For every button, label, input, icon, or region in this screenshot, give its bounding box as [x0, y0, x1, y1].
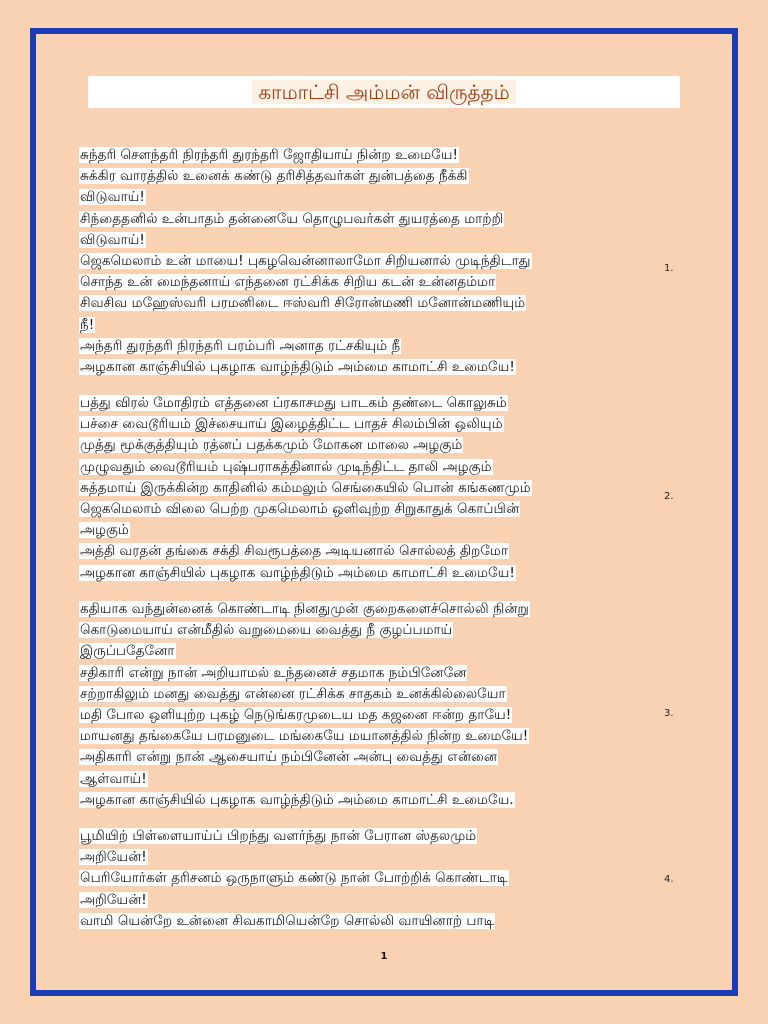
- verse-line: சுத்தமாய் இருக்கின்ற காதினில் கம்மலும் செங்கையில் பொன் கங்கணமும்: [80, 479, 531, 496]
- verse-line: வாமி யென்றே உன்னை சிவகாமியென்றே சொல்லி வாயினாற் பாடி: [80, 912, 495, 929]
- verse-line: ஆள்வாய்!: [80, 770, 147, 787]
- verse-line: ஜெகமெலாம் உன் மாயை! புகழவென்னாலாமோ சிறியனால் முடிந்திடாது: [80, 252, 531, 269]
- verse-line: அந்தரி துரந்தரி நிரந்தரி பரம்பரி அனாத ரட்சகியும் நீ: [80, 337, 401, 354]
- verse-line: சுக்கிர வாரத்தில் உனைக் கண்டு தரிசித்தவர்கள் துன்பத்தை நீக்கி: [80, 168, 468, 185]
- verse-line: அழகான காஞ்சியில் புகழாக வாழ்ந்திடும் அம்மை காமாட்சி உமையே!: [80, 358, 515, 375]
- verse-line: அழகும்: [80, 522, 129, 539]
- verse-line: சதிகாரி என்று நான் அறியாமல் உந்தனைச் சதமாக நம்பினேனே: [80, 664, 467, 681]
- stanza-number-3: 3.: [664, 708, 674, 719]
- verse-line: விடுவாய்!: [80, 231, 145, 248]
- verse-line: அதிகாரி என்று நான் ஆசையாய் நம்பினேன் அன்பு வைத்து என்னை: [80, 749, 498, 766]
- verse-line: சிந்தைதனில் உன்பாதம் தன்னையே தொழுபவர்கள் துயரத்தை மாற்றி: [80, 210, 504, 227]
- verse-line: பெரியோர்கள் தரிசனம் ஒருநாளும் கண்டு நான் போற்றிக் கொண்டாடி: [80, 870, 508, 887]
- verse-line: ஜெகமெலாம் விலை பெற்ற முகமெலாம் ஒளிவுற்ற சிறுகாதுக் கொப்பின்: [80, 500, 520, 517]
- verse-line: விடுவாய்!: [80, 189, 145, 206]
- page-title: காமாட்சி அம்மன் விருத்தம்: [88, 77, 680, 107]
- verse-line: மாயனது தங்கையே பரமனுடை மங்கையே மயானத்தில் நின்ற உமையே!: [80, 728, 529, 745]
- verse-line: அழகான காஞ்சியில் புகழாக வாழ்ந்திடும் அம்மை காமாட்சி உமையே.: [80, 791, 514, 808]
- stanza-4: [79, 826, 639, 932]
- verse-line: பச்சை வைடூரியம் இச்சையாய் இழைத்திட்ட பாதச் சிலம்பின் ஒலியும்: [80, 416, 503, 433]
- verse-line: பத்து விரல் மோதிரம் எத்தனை ப்ரகாசமது பாடகம் தண்டை கொலுசும்: [80, 395, 507, 411]
- verse-line: முழுவதும் வைடூரியம் புஷ்பராகத்தினால் முடிந்திட்ட தாலி அழகும்: [80, 458, 492, 475]
- stanza-number-4: 4.: [664, 874, 674, 885]
- verse-line: முத்து மூக்குத்தியும் ரத்னப் பதக்கமும் மோகன மாலை அழகும்: [80, 437, 463, 454]
- verse-line: கொடுமையாய் என்மீதில் வறுமையை வைத்து நீ குழப்பமாய்: [80, 622, 453, 639]
- stanza-number-1: 1.: [664, 263, 674, 274]
- page-number: 1: [380, 951, 388, 962]
- verse-line: இருப்பதேனோ: [80, 643, 175, 660]
- verse-line: பூமியிற் பிள்ளையாய்ப் பிறந்து வளர்ந்து நான் பேரான ஸ்தலமும்: [80, 828, 477, 844]
- stanza-3: [79, 599, 639, 811]
- verse-line: நீ!: [80, 316, 95, 333]
- verse-line: சொந்த உன் மைந்தனாய் எந்தனை ரட்சிக்க சிறிய கடன் உன்னதம்மா: [80, 274, 496, 291]
- verse-line: சுந்தரி சௌந்தரி நிரந்தரி துரந்தரி ஜோதியாய் நின்ற உமையே!: [80, 147, 458, 163]
- verse-line: அத்தி வரதன் தங்கை சக்தி சிவரூபத்தை அடியனால் சொல்லத் திறமோ: [80, 543, 509, 560]
- verse-line: மதி போல ஒளியுற்ற புகழ் நெடுங்கரமுடைய மத கஜனை ஈன்ற தாயே!: [80, 706, 512, 723]
- verse-line: கதியாக வந்துன்னைக் கொண்டாடி நினதுமுன் குறைகளைச்சொல்லி நின்று: [80, 601, 529, 617]
- verse-line: சற்றாகிலும் மனது வைத்து என்னை ரட்சிக்க சாதகம் உனக்கில்லையோ: [80, 685, 506, 702]
- stanza-2: [79, 393, 639, 584]
- verse-line: சிவசிவ மஹேஸ்வரி பரமனிடை ஈஸ்வரி சிரோன்மணி மனோன்மணியும்: [80, 295, 526, 312]
- stanza-1: [79, 145, 639, 378]
- stanza-number-2: 2.: [664, 491, 674, 502]
- verse-line: அறியேன்!: [80, 891, 147, 908]
- verse-line: அழகான காஞ்சியில் புகழாக வாழ்ந்திடும் அம்மை காமாட்சி உமையே!: [80, 564, 515, 581]
- verse-line: அறியேன்!: [80, 849, 147, 866]
